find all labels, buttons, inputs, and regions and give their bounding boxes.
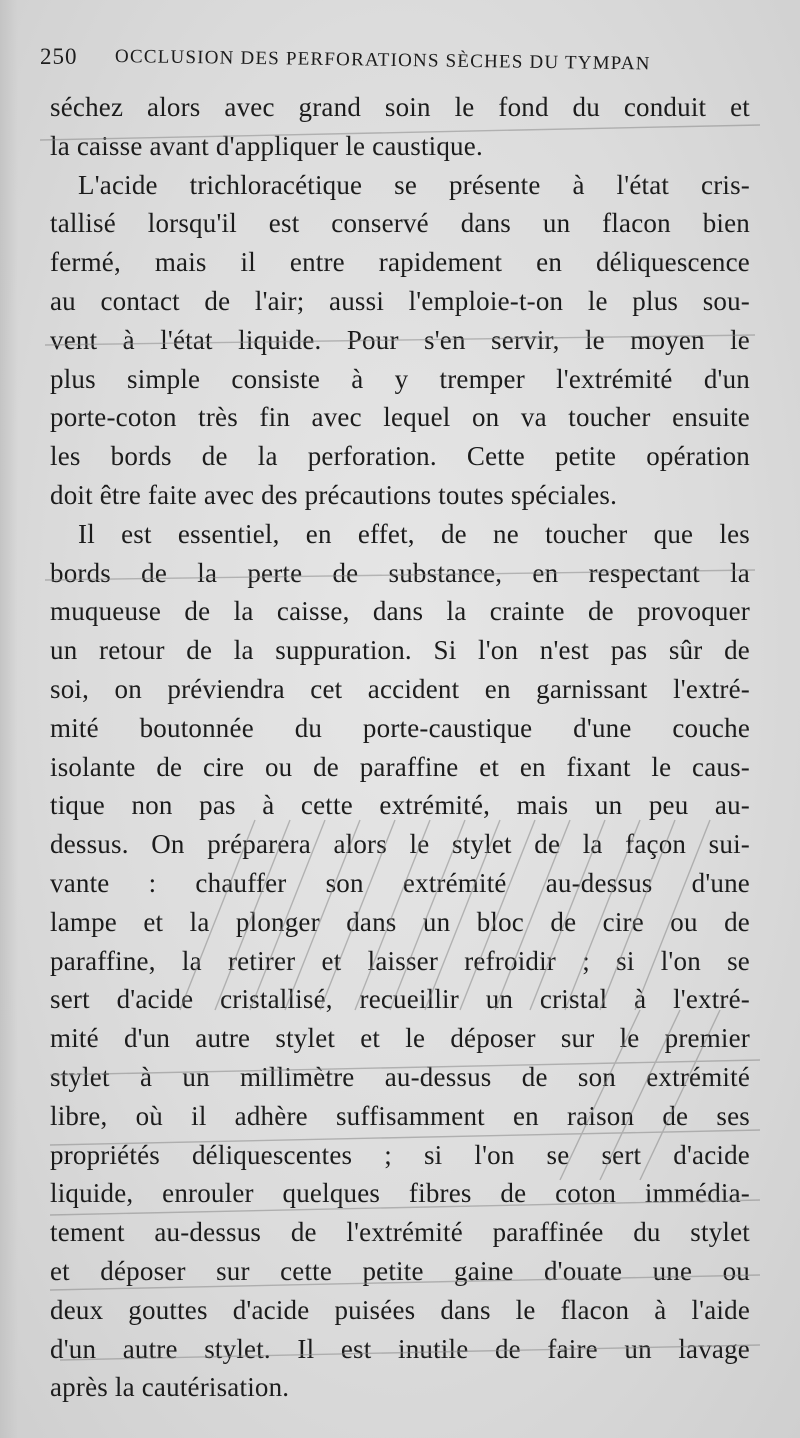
text-line: tement au-dessus de l'extrémité paraffinée du stylet — [50, 1217, 750, 1248]
text-line: muqueuse de la caisse, dans la crainte de provoquer — [50, 596, 750, 627]
text-line: lampe et la plonger dans un bloc de cire ou de — [50, 906, 750, 937]
text-line: soi, on préviendra cet accident en garnissant l'extré- — [50, 673, 750, 704]
text-line: doit être faite avec des précautions toutes spéciales. — [50, 479, 618, 510]
text-line: après la cautérisation. — [50, 1372, 290, 1403]
text-line: mité d'un autre stylet et le déposer sur le premier — [50, 1023, 750, 1054]
text-line: d'un autre stylet. Il est inutile de faire un lavage — [50, 1333, 750, 1364]
text-line: un retour de la suppuration. Si l'on n'est pas sûr de — [50, 635, 750, 666]
text-line: deux gouttes d'acide puisées dans le flacon à l'aide — [50, 1294, 750, 1325]
body-text — [50, 88, 750, 1407]
running-title: OCCLUSION DES PERFORATIONS SÈCHES DU TYMPAN — [114, 46, 651, 75]
text-line: propriétés déliquescentes ; si l'on se sert d'acide — [50, 1139, 750, 1170]
text-line: fermé, mais il entre rapidement en déliquescence — [50, 247, 750, 278]
running-header — [40, 38, 740, 78]
text-line: Il est essentiel, en effet, de ne toucher que les — [78, 518, 750, 549]
text-line: tallisé lorsqu'il est conservé dans un flacon bien — [50, 208, 750, 239]
text-line: au contact de l'air; aussi l'emploie-t-on le plus sou- — [50, 285, 750, 316]
text-line: paraffine, la retirer et laisser refroidir ; si l'on se — [50, 945, 750, 976]
text-line: les bords de la perforation. Cette petite opération — [50, 441, 750, 472]
text-line: porte-coton très fin avec lequel on va toucher ensuite — [50, 402, 750, 433]
page-number: 250 — [40, 44, 78, 69]
text-line: dessus. On préparera alors le stylet de la façon sui- — [50, 829, 750, 860]
text-line: mité boutonnée du porte-caustique d'une couche — [50, 712, 750, 743]
text-line: tique non pas à cette extrémité, mais un peu au- — [50, 790, 750, 821]
text-line: plus simple consiste à y tremper l'extrémité d'un — [50, 363, 750, 394]
text-line: séchez alors avec grand soin le fond du conduit et — [50, 92, 750, 122]
text-line: isolante de cire ou de paraffine et en fixant le caus- — [50, 751, 750, 782]
text-line: libre, où il adhère suffisamment en raison de ses — [50, 1100, 750, 1131]
text-line: et déposer sur cette petite gaine d'ouate une ou — [50, 1255, 750, 1286]
text-line: liquide, enrouler quelques fibres de coton immédia- — [50, 1178, 750, 1209]
text-line: stylet à un millimètre au-dessus de son extrémité — [50, 1061, 750, 1092]
scan-shadow — [0, 0, 18, 1438]
text-line: sert d'acide cristallisé, recueillir un cristal à l'extré- — [50, 984, 750, 1015]
text-line: vent à l'état liquide. Pour s'en servir, le moyen le — [50, 324, 750, 355]
text-line: L'acide trichloracétique se présente à l'état cris- — [78, 169, 750, 200]
text-line: bords de la perte de substance, en respectant la — [50, 557, 750, 588]
text-line: vante : chauffer son extrémité au-dessus d'une — [50, 867, 750, 898]
text-line: la caisse avant d'appliquer le caustique. — [50, 130, 483, 161]
